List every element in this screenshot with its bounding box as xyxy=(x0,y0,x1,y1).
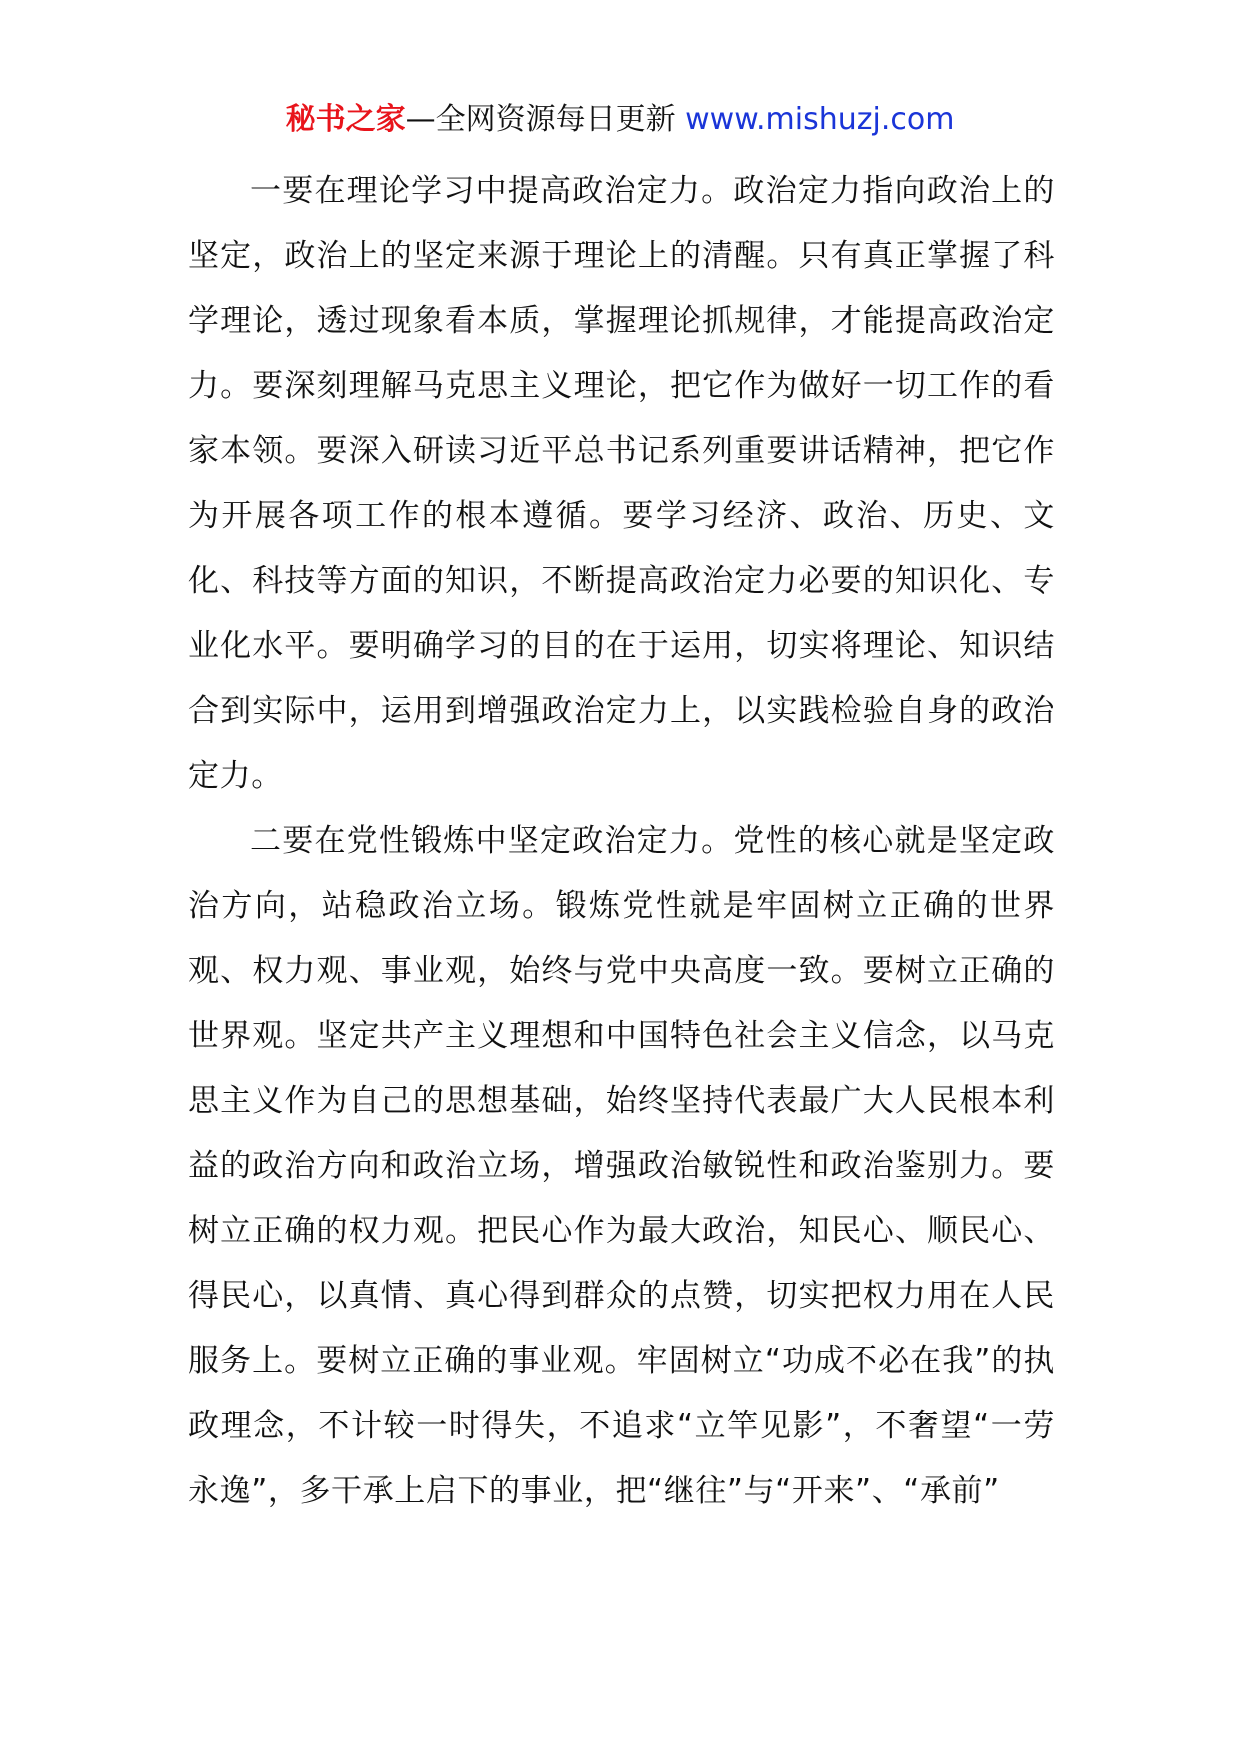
site-header xyxy=(0,100,1240,140)
paragraph-theory-study: 一要在理论学习中提高政治定力。政治定力指向政治上的坚定，政治上的坚定来源于理论上的清醒。只有真正掌握了科学理论，透过现象看本质，掌握理论抓规律，才能提高政治定力。要深刻理解马克思主义理论，把它作为做好一切工作的看家本领。要深入研读习近平总书记系列重要讲话精神，把它作为开展各项工作的根本遵循。要学习经济、政治、历史、文化、科技等方面的知识，不断提高政治定力必要的知识化、专业化水平。要明确学习的目的在于运用，切实将理论、知识结合到实际中，运用到增强政治定力上，以实践检验自身的政治定力。 xyxy=(188,173,1055,794)
header-tagline: —全网资源每日更新 xyxy=(405,102,676,137)
brand-name: 秘书之家 xyxy=(285,102,406,137)
document-body xyxy=(188,159,1055,1524)
paragraph-party-spirit: 二要在党性锻炼中坚定政治定力。党性的核心就是坚定政治方向，站稳政治立场。锻炼党性就是牢固树立正确的世界观、权力观、事业观，始终与党中央高度一致。要树立正确的世界观。坚定共产主义理想和中国特色社会主义信念，以马克思主义作为自己的思想基础，始终坚持代表最广大人民根本利益的政治方向和政治立场，增强政治敏锐性和政治鉴别力。要树立正确的权力观。把民心作为最大政治，知民心、顺民心、得民心，以真情、真心得到群众的点赞，切实把权力用在人民服务上。要树立正确的事业观。牢固树立“功成不必在我”的执政理念，不计较一时得失，不追求“立竿见影”，不奢望“一劳永逸”，多干承上启下的事业，把“继往”与“开来”、“承前” xyxy=(188,823,1055,1509)
site-url-link[interactable]: www.mishuzj.com xyxy=(685,102,955,137)
